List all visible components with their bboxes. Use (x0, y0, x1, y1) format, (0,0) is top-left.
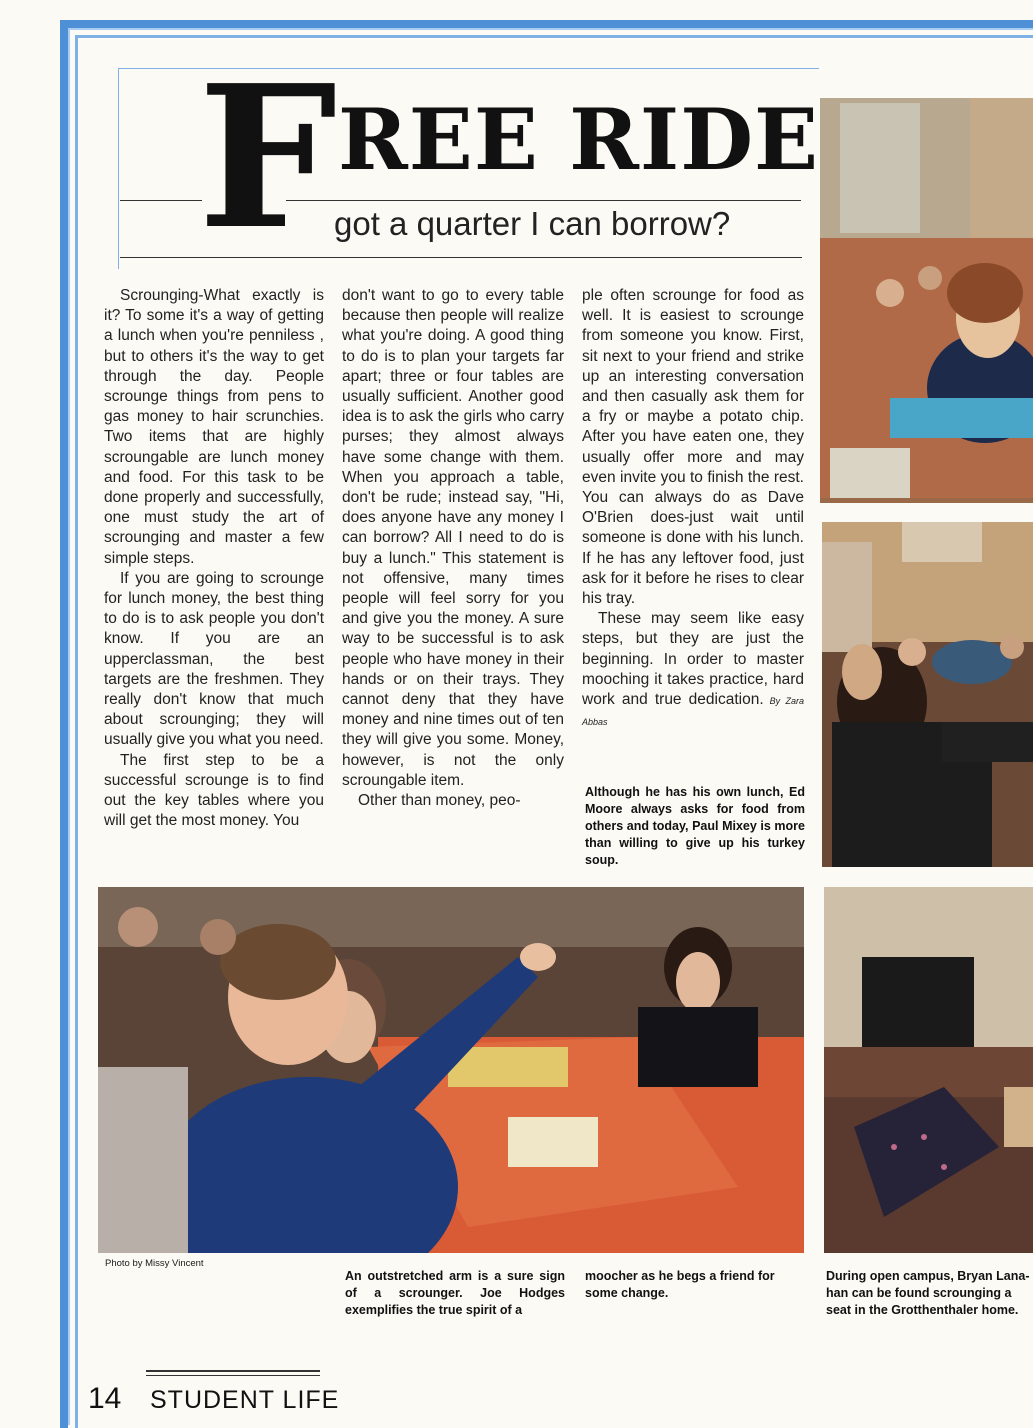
photo-main (98, 887, 804, 1253)
subtitle-rule (120, 257, 802, 258)
folio-rule-top (146, 1370, 320, 1372)
page-subtitle: got a quarter I can borrow? (334, 205, 731, 242)
article-column-1 (104, 286, 324, 831)
photo-middle-right (822, 522, 1033, 867)
article-column-3 (582, 286, 804, 732)
folio-rule-bottom (146, 1375, 320, 1376)
caption-right-photo (826, 1268, 1033, 1319)
article-column-2 (342, 286, 564, 811)
paragraph: If you are going to scrounge for lunch money, the best thing to do is to ask people you don't know. If you are an upperclassman, the best targets are the freshmen. They really don't know that much about scrounging; they will usually give you what you need. (104, 569, 324, 749)
paragraph: don't want to go to every table because then people will realize what you're doing. A good thing to do is to plan your targets far apart; three or four tables are usually sufficient. Another good idea is to ask the girls who carry purses; they almost always have some change with them. When you approach a table, don't be rude; instead say, "Hi, does anyone have any money I can borrow? All I need to do is buy a lunch." This statement is not offensive, many times people will feel sorry for you and give you the money. A sure way to be successful is to ask people who have money in their hands or on their trays. They cannot deny that they have money and nine times out of ten they will give you some. Money, however, is not the only scroungable item. (342, 287, 564, 789)
title-rule-left (120, 200, 202, 201)
caption-side-photo: Although he has his own lunch, Ed Moore always asks for food from others and today, Paul Mixey is more than willing to give up his turkey soup. (585, 785, 805, 867)
title-rule-right (286, 200, 801, 201)
caption-line: han can be found scrounging a (826, 1286, 1012, 1300)
paragraph-last (582, 609, 804, 732)
page-title: REE RIDE (338, 90, 820, 189)
couch-living-room-photo-image (824, 887, 1033, 1253)
cafeteria-girl-eating-photo-image (820, 98, 1033, 503)
paragraph-text: These may seem like easy steps, but they are just the beginning. In order to master mooching it takes practice, hard work and true dedication. (582, 610, 804, 709)
paragraph: Scrounging-What exactly is it? To some it's a way of getting a lunch when you're penniless , but to others it's the way to get through the day. People scrounge things from pens to gas money to hair scrunchies. Two items that are highly scroungable are lunch money and food. For this task to be done properly and successfully, one must study the art of scrounging and master a few simple steps. (104, 287, 324, 567)
caption-line: seat in the Grotthenthaler home. (826, 1303, 1019, 1317)
byline: By Zara Abbas (582, 696, 805, 728)
caption-line: During open campus, Bryan Lana- (826, 1269, 1030, 1283)
photo-top-right (820, 98, 1033, 503)
cafeteria-boys-sharing-food-photo-image (822, 522, 1033, 867)
photo-bottom-right (824, 887, 1033, 1253)
paragraph: The first step to be a successful scrounge is to find out the key tables where you will get the most money. You (104, 751, 324, 830)
student-pointing-in-cafeteria-photo-image (98, 887, 804, 1253)
title-initial: F (198, 43, 338, 273)
caption-main-photo-part1: An outstretched arm is a sure sign of a scrounger. Joe Hodges exemplifies the true spirit of a (345, 1269, 565, 1317)
caption-main-photo-part2: moocher as he begs a friend for some change. (585, 1269, 775, 1300)
paragraph: Other than money, peo- (358, 792, 521, 810)
photo-credit: Photo by Missy Vincent (105, 1258, 204, 1269)
page-number: 14 (88, 1382, 122, 1415)
paragraph: ple often scrounge for food as well. It is easiest to scrounge from someone you know. First, sit next to your friend and strike up an interesting conversation and then casually ask them for a fry or maybe a potato chip. After you have eaten one, they usually offer more and may even invite you to finish the rest. You can always do as Dave O'Brien does-just wait until someone is done with his lunch. If he has any leftover food, just ask for it before he rises to clear his tray. (582, 287, 804, 608)
section-name: STUDENT LIFE (150, 1386, 340, 1414)
